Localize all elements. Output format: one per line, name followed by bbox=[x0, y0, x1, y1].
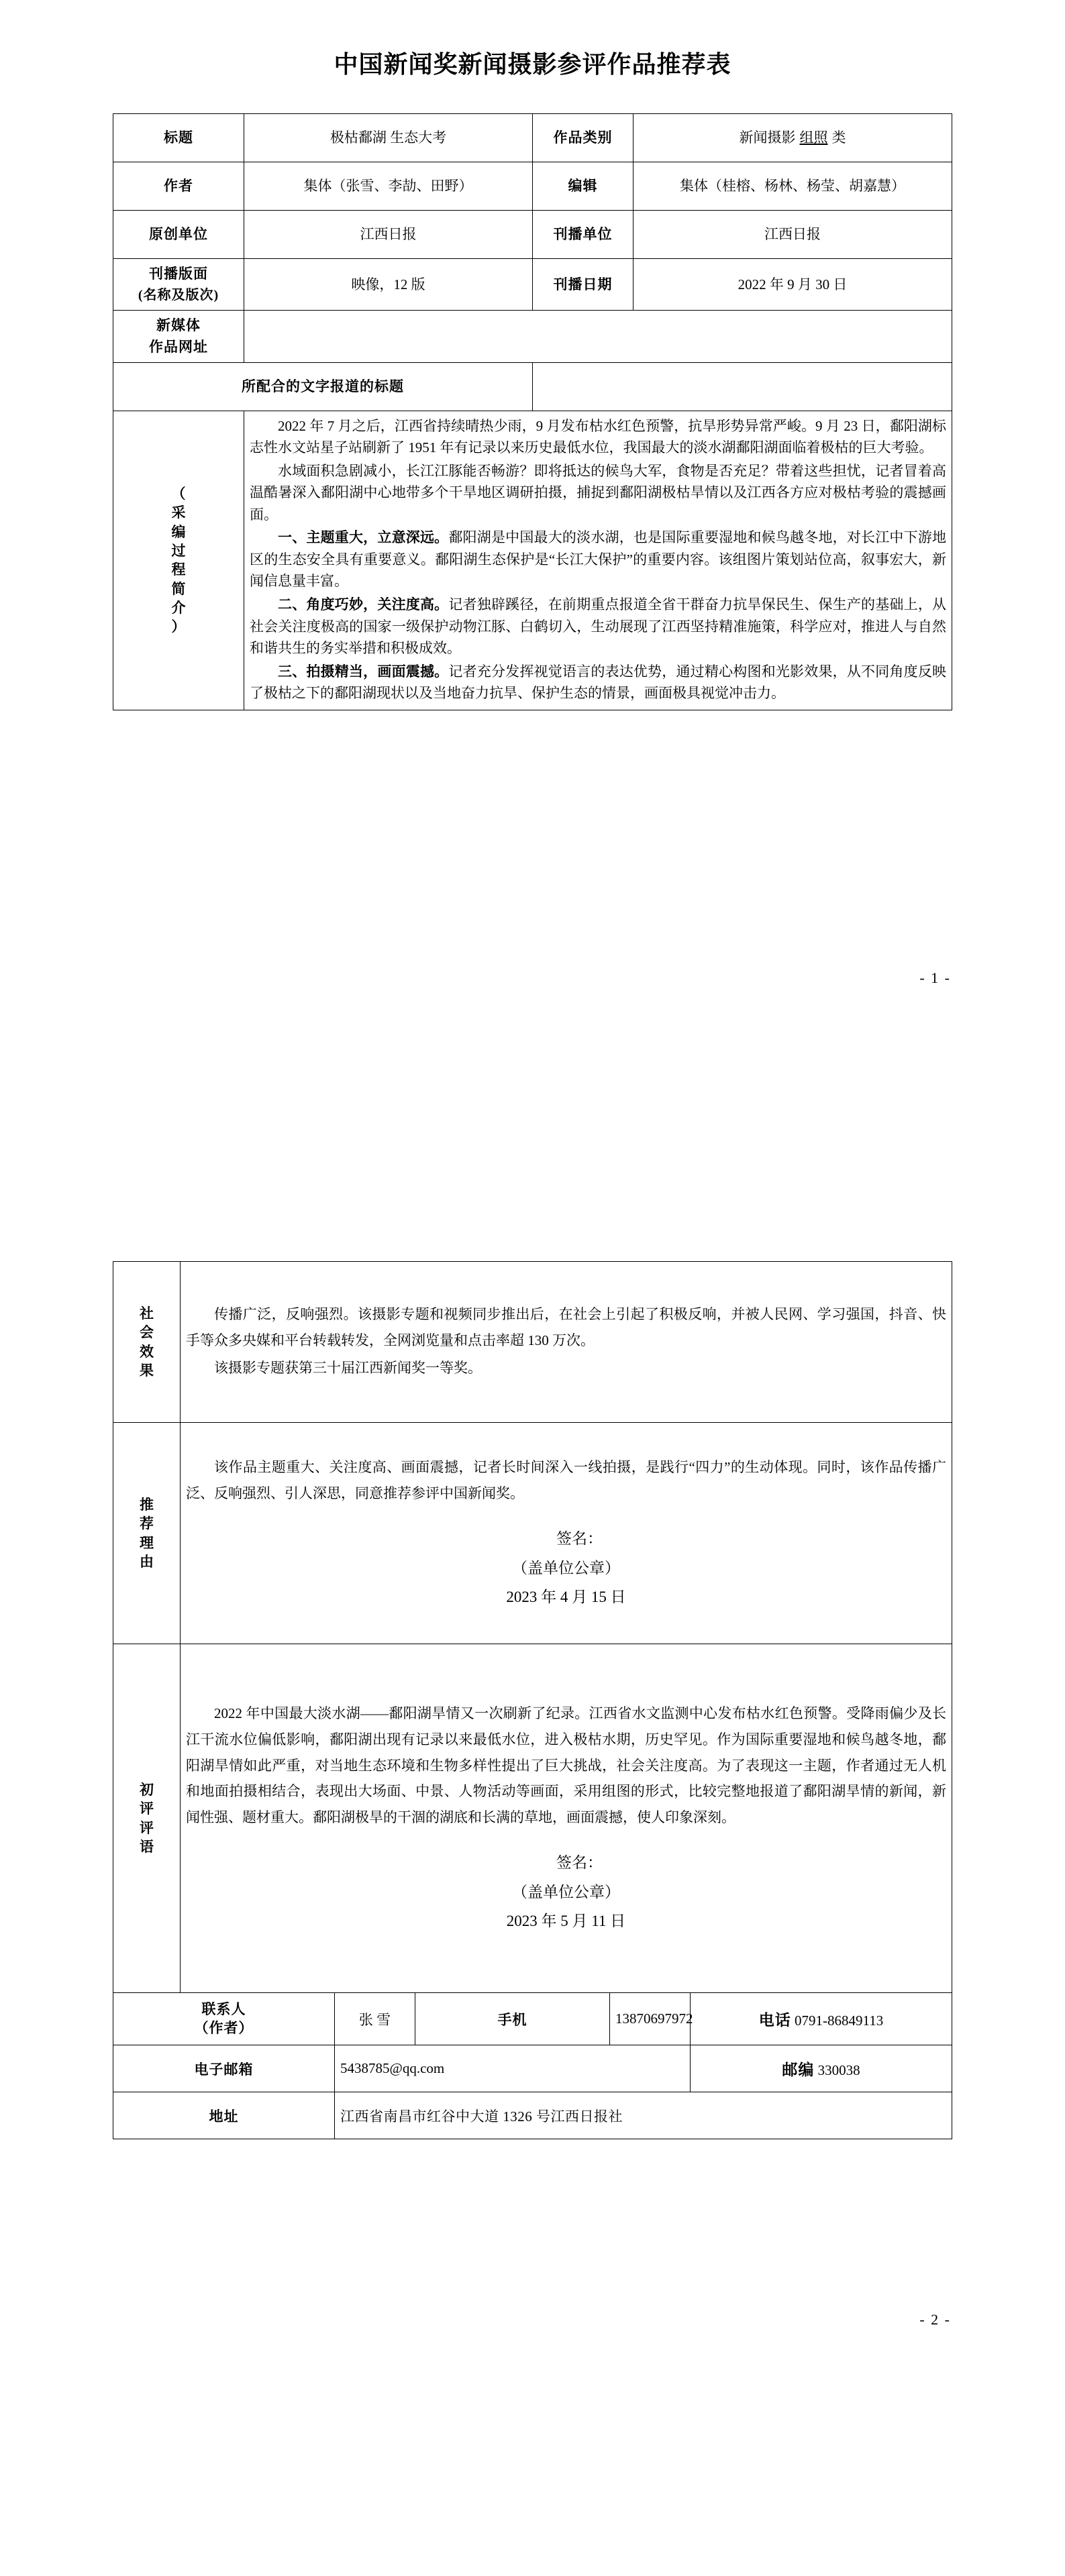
recommend-reason-paragraph: 该作品主题重大、关注度高、画面震撼，记者长时间深入一线拍摄，是践行“四力”的生动体现。同时，该作品传播广泛、反响强烈、引人深思，同意推荐参评中国新闻奖。 bbox=[185, 1459, 946, 1501]
table-row-publish-page bbox=[113, 259, 952, 311]
vchar: （ bbox=[171, 485, 186, 502]
value-category bbox=[633, 114, 952, 162]
label-email: 电子邮箱 bbox=[113, 2045, 334, 2092]
page-title: 中国新闻奖新闻摄影参评作品推荐表 bbox=[334, 51, 731, 78]
vchar: 理 bbox=[139, 1534, 154, 1551]
table-row-process bbox=[113, 411, 952, 710]
value-origin-unit: 江西日报 bbox=[244, 211, 533, 259]
label-publish-unit: 刊播单位 bbox=[533, 211, 633, 259]
label-newmedia-line1: 新媒体 bbox=[156, 317, 201, 333]
point-body: 记者独辟蹊径，在前期重点报道全省干群奋力抗旱保民生、保生产的基础上，从社会关注度极高的国家一级保护动物江豚、白鹤切入，生动展现了江西坚持精准施策，科学应对，推进人与自然和谐共生的务实举措和积极成效。 bbox=[250, 596, 947, 657]
process-body bbox=[244, 411, 952, 710]
value-email: 5438785@qq.com bbox=[334, 2045, 690, 2092]
vchar: 会 bbox=[139, 1324, 154, 1341]
initial-review-date: 2023 年 5 月 11 日 bbox=[506, 1913, 626, 1930]
label-zip: 邮编 bbox=[782, 2061, 815, 2078]
value-phone: 0791-86849113 bbox=[795, 2012, 884, 2029]
category-underlined: 组照 bbox=[799, 129, 828, 146]
value-author: 集体（张雪、李劼、田野） bbox=[244, 162, 533, 211]
vchar: 初 bbox=[139, 1781, 154, 1798]
vchar: 荐 bbox=[139, 1515, 154, 1532]
label-title: 标题 bbox=[113, 114, 244, 162]
label-contact-person bbox=[113, 1993, 334, 2045]
initial-review-signature-label: 签名： bbox=[556, 1854, 603, 1872]
table-row-recommend-reason bbox=[113, 1423, 952, 1644]
vchar: 评 bbox=[139, 1801, 154, 1817]
point-head: 二、角度巧妙，关注度高。 bbox=[278, 596, 449, 613]
vchar: 语 bbox=[139, 1838, 154, 1855]
page-2-number: - 2 - bbox=[919, 2311, 951, 2328]
initial-review-paragraph: 2022 年中国最大淡水湖——鄱阳湖旱情又一次刷新了纪录。江西省水文监测中心发布枯水红色预警。受降雨偏少及长江干流水位偏低影响，鄱阳湖出现有记录以来最低水位，进入极枯水期，历史罕见。作为国际重要湿地和候鸟越冬地，鄱阳湖旱情如此严重，对当地生态环境和生物多样性提出了巨大挑战，社会关注度高。为了表现这一主题，作者通过无人机和地面拍摄相结合，表现出大场面、中景、人物活动等画面，采用组图的形式，比较完整地报道了鄱阳湖旱情的新闻，新闻性强、题材重大。鄱阳湖极旱的干涸的湖底和长满的草地，画面震撼，使人印象深刻。 bbox=[185, 1705, 946, 1826]
label-initial-review-vertical bbox=[113, 1644, 180, 1993]
vchar: 介 bbox=[171, 599, 186, 616]
value-publish-date: 2022 年 9 月 30 日 bbox=[633, 259, 952, 311]
point-body: 鄱阳湖是中国最大的淡水湖，也是国际重要湿地和候鸟越冬地，对长江中下游地区的生态安全具有重要意义。鄱阳湖生态保护是“长江大保护”的重要内容。该组图片策划站位高，叙事宏大，新闻信息量丰富。 bbox=[250, 529, 947, 590]
label-publish-page-main: 刊播版面 bbox=[149, 266, 208, 282]
vchar: 效 bbox=[139, 1343, 154, 1360]
value-mobile: 13870697972 bbox=[609, 1993, 690, 2045]
submission-info-table bbox=[113, 113, 952, 710]
vchar: 果 bbox=[139, 1362, 154, 1379]
process-paragraph: 2022 年 7 月之后，江西省持续晴热少雨，9 月发布枯水红色预警，抗旱形势异常严峻。9 月 23 日，鄱阳湖标志性水文站星子站刷新了 1951 年有记录以来历史最低水位，我国最大的淡水湖鄱阳湖面临着极枯的巨大考验。 bbox=[250, 417, 946, 456]
label-process-vertical bbox=[113, 411, 244, 710]
recommend-signature-block bbox=[186, 1524, 946, 1612]
value-newmedia-url bbox=[244, 310, 952, 362]
value-editor: 集体（桂榕、杨林、杨莹、胡嘉慧） bbox=[633, 162, 952, 211]
process-paragraph: 水域面积急剧减小，长江江豚能否畅游？即将抵达的候鸟大军，食物是否充足？带着这些担忧，记者冒着高温酷暑深入鄱阳湖中心地带多个干旱地区调研拍摄，捕捉到鄱阳湖极枯旱情以及江西各方应对极枯考验的震撼画面。 bbox=[250, 462, 946, 523]
table-row-address bbox=[113, 2092, 952, 2139]
social-effect-body bbox=[180, 1262, 952, 1423]
process-point bbox=[250, 527, 946, 592]
point-head: 一、主题重大，立意深远。 bbox=[278, 529, 449, 546]
value-contact-person: 张 雪 bbox=[334, 1993, 415, 2045]
label-newmedia-url bbox=[113, 310, 244, 362]
label-mobile: 手机 bbox=[415, 1993, 609, 2045]
initial-review-seal-label: （盖单位公章） bbox=[511, 1883, 620, 1900]
label-editor: 编辑 bbox=[533, 162, 633, 211]
label-author: 作者 bbox=[113, 162, 244, 211]
value-phone-group bbox=[690, 1993, 952, 2045]
value-accompany-title bbox=[533, 362, 952, 411]
label-accompany-title: 所配合的文字报道的标题 bbox=[113, 362, 533, 411]
recommend-seal-label: （盖单位公章） bbox=[511, 1559, 620, 1576]
recommend-reason-body bbox=[180, 1423, 952, 1644]
vchar: 过 bbox=[171, 542, 186, 559]
recommend-signature-label: 签名： bbox=[556, 1529, 603, 1547]
recommend-date: 2023 年 4 月 15 日 bbox=[506, 1589, 626, 1606]
table-row-initial-review bbox=[113, 1644, 952, 1993]
vchar: 简 bbox=[171, 580, 186, 597]
vchar: 由 bbox=[139, 1553, 154, 1570]
vchar: 程 bbox=[171, 561, 186, 578]
label-origin-unit: 原创单位 bbox=[113, 211, 244, 259]
label-category: 作品类别 bbox=[533, 114, 633, 162]
point-body: 记者充分发挥视觉语言的表达优势，通过精心构图和光影效果，从不同角度反映了极枯之下的鄱阳湖现状以及当地奋力抗旱、保护生态的情景，画面极具视觉冲击力。 bbox=[250, 663, 947, 702]
social-effect-paragraph: 该摄影专题获第三十届江西新闻奖一等奖。 bbox=[213, 1359, 482, 1376]
value-publish-unit: 江西日报 bbox=[633, 211, 952, 259]
vchar: 评 bbox=[139, 1819, 154, 1836]
vchar: 社 bbox=[139, 1305, 154, 1322]
category-suffix: 类 bbox=[831, 129, 846, 146]
vchar: 编 bbox=[171, 523, 186, 540]
table-row-author bbox=[113, 162, 952, 211]
vchar: 采 bbox=[171, 504, 186, 521]
value-title: 极枯鄱湖 生态大考 bbox=[244, 114, 533, 162]
table-row-newmedia-url bbox=[113, 310, 952, 362]
label-contact-person-line1: 联系人 bbox=[201, 2001, 246, 2018]
vchar: 推 bbox=[139, 1496, 154, 1513]
table-row-social-effect bbox=[113, 1262, 952, 1423]
label-address: 地址 bbox=[113, 2092, 334, 2139]
initial-review-signature-block bbox=[186, 1848, 946, 1936]
category-prefix: 新闻摄影 bbox=[739, 129, 796, 146]
process-point bbox=[250, 661, 946, 704]
value-zip-group bbox=[690, 2045, 952, 2092]
table-row-email bbox=[113, 2045, 952, 2092]
review-table bbox=[113, 1261, 952, 2139]
initial-review-body bbox=[180, 1644, 952, 1993]
label-publish-date: 刊播日期 bbox=[533, 259, 633, 311]
label-newmedia-line2: 作品网址 bbox=[149, 339, 208, 356]
value-zip: 330038 bbox=[817, 2062, 860, 2078]
page-2 bbox=[0, 1261, 1065, 2328]
label-publish-page bbox=[113, 259, 244, 311]
label-phone: 电话 bbox=[758, 2012, 791, 2029]
value-address: 江西省南昌市红谷中大道 1326 号江西日报社 bbox=[334, 2092, 952, 2139]
value-publish-page: 映像，12 版 bbox=[244, 259, 533, 311]
label-social-effect-vertical bbox=[113, 1262, 180, 1423]
page-1 bbox=[0, 0, 1065, 1261]
table-row-title bbox=[113, 114, 952, 162]
label-contact-person-line2: （作者） bbox=[194, 2019, 254, 2036]
vchar: ） bbox=[171, 619, 186, 635]
table-row-contact-person bbox=[113, 1993, 952, 2045]
label-recommend-reason-vertical bbox=[113, 1423, 180, 1644]
label-publish-page-sub: (名称及版次) bbox=[138, 287, 219, 303]
table-row-accompany-title bbox=[113, 362, 952, 411]
social-effect-paragraph: 传播广泛，反响强烈。该摄影专题和视频同步推出后，在社会上引起了积极反响，并被人民网、学习强国，抖音、快手等众多央媒和平台转载转发，全网浏览量和点击率超 130 万次。 bbox=[185, 1306, 946, 1349]
table-row-origin-unit bbox=[113, 211, 952, 259]
page-1-number: - 1 - bbox=[919, 969, 951, 986]
process-point bbox=[250, 594, 946, 659]
point-head: 三、拍摄精当，画面震撼。 bbox=[278, 663, 449, 680]
